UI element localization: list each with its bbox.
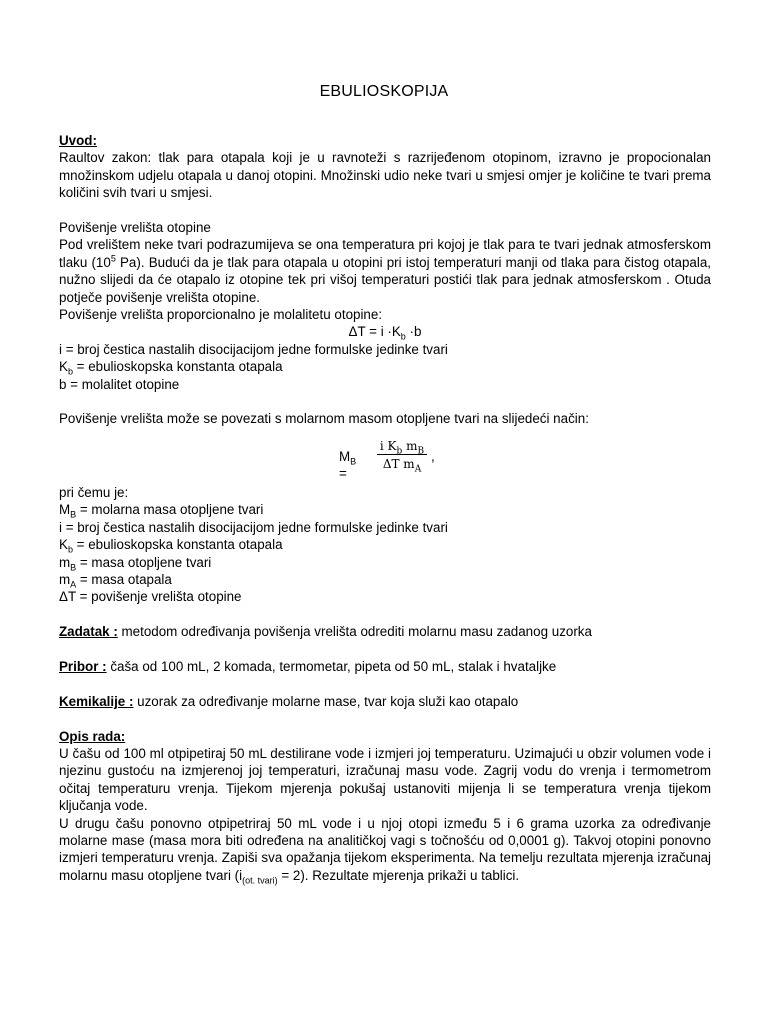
boiling-point-paragraph: Pod vrelištem neke tvari podrazumijeva se ona temperatura pri kojoj je tlak para te tvari jednak atmosferskom tlaku ($10^5$ Pa). Budući da je tlak para otapala u otopini pri istoj temperaturi manji od tlaka para čistog otapala, nužno slijedi da će otapalo iz otopine tek pri višoj temperaturi postići tlak para jednak atmosferskom . Otuda potječe povišenje vrelišta otopine.: [59, 237, 712, 305]
fraction-numerator: i $K_b$ $m_B$: [377, 438, 427, 455]
definition-line: i = broj čestica nastalih disocijacijom jedne formulske jedinke tvari: [59, 519, 448, 535]
molar-mass-intro: Povišenje vrelišta može se povezati s molarnom masom otopljene tvari na slijedeći način:: [59, 411, 589, 427]
definition-line: ΔT = povišenje vrelišta otopine: [59, 589, 242, 605]
raoult-law-paragraph: Raultov zakon: tlak para otapala koji je u ravnoteži s razrijeđenom otopinom, izravno je propocionalan množinskom udjelu otapala u danoj otopini. Množinski udio neke tvari u smjesi omjer je količine te tvari prema količini svih tvari u smjesi.: [59, 150, 711, 201]
definition-line: $K_b$ = ebulioskopska konstanta otapala: [59, 359, 283, 377]
where-label: pri čemu je:: [59, 484, 129, 500]
molality-sentence: Povišenje vrelišta proporcionalno je molalitetu otopine:: [59, 307, 383, 323]
definition-line: i = broj čestica nastalih disocijacijom jedne formulske jedinke tvari: [59, 341, 448, 357]
molar-mass-formula: $M_B$ = $\frac{i K_b m_B}{\Delta T m_A}$ ,: [339, 438, 435, 482]
definition-line: $M_B$ = molarna masa otopljene tvari: [59, 502, 264, 520]
procedure-paragraph-2: U drugu čašu ponovno otpipetriraj 50 mL vode i u njoj otopi između 5 i 6 grama uzorka za određivanje molarne mase (masa mora biti određena na analitičkoj vagi s točnošću od 0,0001 g). Takvoj otopini ponovno izmjeri temperaturu vrenja. Zapiši sva opažanja tijekom eksperimenta. Na temelju rezultata mjerenja izračunaj molarnu masu otopljene tvari $(i_{(ot. tvari)} = 2)$. Rezultate mjerenja prikaži u tablici.: [59, 815, 711, 886]
kemikalije-line: Kemikalije : uzorak za određivanje molarne mase, tvar koja služi kao otapalo: [59, 693, 519, 709]
formula-fraction: [377, 438, 427, 473]
opis-heading: Opis rada:: [59, 728, 126, 744]
pribor-line: Pribor : čaša od 100 mL, 2 komada, termometar, pipeta od 50 mL, stalak i hvataljke: [59, 658, 557, 674]
document-body: [59, 132, 711, 884]
molar-definitions: [59, 501, 711, 605]
procedure-paragraph-1: U čašu od 100 ml otpipetiraj 50 mL destilirane vode i izmjeri joj temperaturu. Uzimajući u obzir volumen vode i njezinu gustoću na izmjerenoj joj temperaturi, izračunaj masu vode. Zagrij vodu do vrenja i termometrom očitaj temperaturu vrenja. Tijekom mjerenja pokušaj ustanoviti mijenja li se temperatura vrenja tijekom ključanja vode.: [59, 745, 711, 814]
page-title: EBULIOSKOPIJA: [319, 83, 449, 100]
formula-lhs: $M_B$ =: [339, 448, 357, 482]
definition-line: b = molalitet otopine: [59, 376, 180, 392]
boiling-point-heading: Povišenje vrelišta otopine: [59, 220, 211, 236]
uvod-heading: Uvod:: [59, 133, 97, 148]
fraction-denominator: ΔT $m_A$: [382, 456, 422, 475]
definition-line: $K_b$ = ebulioskopska konstanta otapala: [59, 537, 283, 555]
zadatak-line: Zadatak : metodom određivanja povišenja vrelišta odrediti molarnu masu zadanog uzorka: [59, 624, 592, 640]
definition-line: $m_B$ = masa otopljene tvari: [59, 554, 212, 573]
formula-definitions: [59, 341, 711, 393]
delta-t-formula: $\Delta T = i \cdot K_b \cdot b$: [348, 324, 422, 343]
definition-line: $m_A$ = masa otapala: [59, 571, 172, 590]
